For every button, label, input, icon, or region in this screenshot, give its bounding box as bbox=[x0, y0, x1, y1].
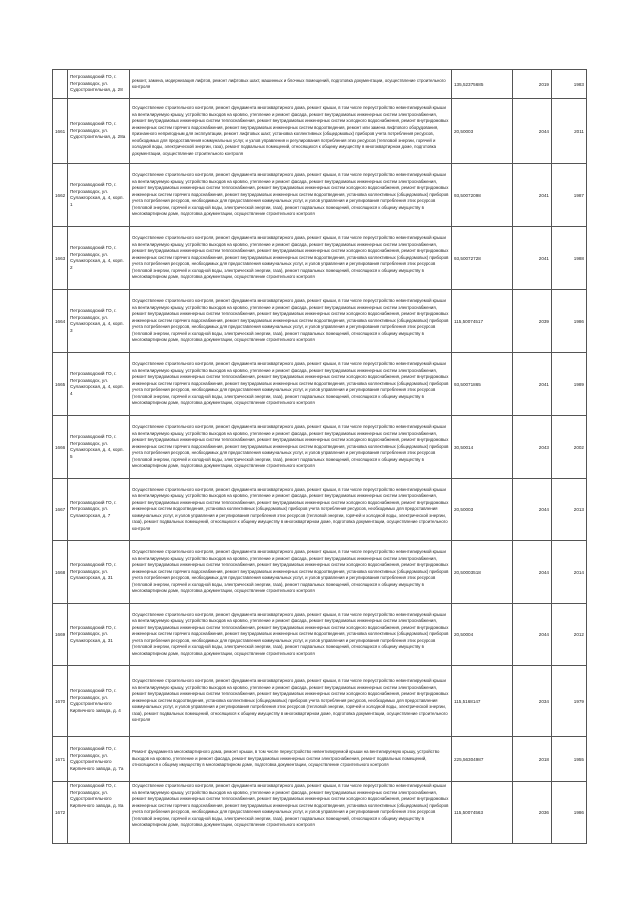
row-number: 1663 bbox=[53, 227, 68, 290]
works-cell: Ремонт фундамента многоквартирного дома, ремонт крыши, в том числе переустройство невентилируемой крыши на вентилируемую крышу, устройство выходов на кровлю, утепление и ремонт фасада, ремонт внутридомовых инженерных систем электроснабжения, ремонт подвальных помещений, относящихся к общему имуществу в многоквартирном доме, подготовка документации, осуществление строительного контроля bbox=[130, 737, 452, 782]
built-year-cell: 2012 bbox=[552, 604, 587, 666]
cost-cell: 115,50074517 bbox=[452, 290, 513, 353]
table-row bbox=[53, 416, 587, 479]
table-row bbox=[53, 164, 587, 227]
table-row bbox=[53, 737, 587, 782]
built-year-cell: 1989 bbox=[552, 353, 587, 416]
planned-year-cell: 2044 bbox=[513, 479, 552, 541]
cost-cell: 135,52375685 bbox=[452, 70, 513, 99]
works-cell: Осуществление строительного контроля, ремонт фундамента многоквартирного дома, ремонт крыши, в том числе переустройство невентилируемой крыши на вентилируемую крышу, устройство выходов на кровлю, утепление и ремонт фасада, ремонт внутридомовых инженерных систем электроснабжения, ремонт внутридомовых инженерных систем теплоснабжения, ремонт внутридомовых инженерных систем холодного водоснабжения, ремонт внутридомовых инженерных систем горячего водоснабжения, ремонт внутридомовых инженерных систем водоотведения, установка коллективных (общедомовых) приборов учета потребления ресурсов, необходимых для предоставления коммунальных услуг, и узлов управления и регулирования потребления этих ресурсов (тепловой энергии, горячей и холодной воды, электрической энергии, газа), ремонт подвальных помещений, относящихся к общему имуществу в многоквартирном доме, подготовка документации, осуществление строительного контроля bbox=[130, 227, 452, 290]
cost-cell: 115,50074563 bbox=[452, 782, 513, 844]
planned-year-cell: 2041 bbox=[513, 164, 552, 227]
row-number: 1672 bbox=[53, 782, 68, 844]
cost-cell: 93,50072728 bbox=[452, 227, 513, 290]
planned-year-cell: 2044 bbox=[513, 99, 552, 164]
table-row bbox=[53, 353, 587, 416]
planned-year-cell: 2044 bbox=[513, 604, 552, 666]
built-year-cell: 1955 bbox=[552, 737, 587, 782]
row-number: 1671 bbox=[53, 737, 68, 782]
capital-repair-table bbox=[52, 69, 587, 844]
cost-cell: 30,50014 bbox=[452, 416, 513, 479]
table-row bbox=[53, 290, 587, 353]
built-year-cell: 2011 bbox=[552, 99, 587, 164]
cost-cell: 20,50003518 bbox=[452, 541, 513, 604]
built-year-cell: 2014 bbox=[552, 541, 587, 604]
built-year-cell: 2002 bbox=[552, 416, 587, 479]
row-number: 1661 bbox=[53, 99, 68, 164]
cost-cell: 115,5168147 bbox=[452, 666, 513, 737]
address-cell: Петрозаводский ГО, г. Петрозаводск, ул. Сулажгорская, д. 4, корп. 2 bbox=[68, 227, 130, 290]
table-row bbox=[53, 541, 587, 604]
works-cell: Осуществление строительного контроля, ремонт фундамента многоквартирного дома, ремонт крыши, в том числе переустройство невентилируемой крыши на вентилируемую крышу, устройство выходов на кровлю, утепление и ремонт фасада, ремонт внутридомовых инженерных систем электроснабжения, ремонт внутридомовых инженерных систем теплоснабжения, ремонт внутридомовых инженерных систем холодного водоснабжения, ремонт внутридомовых инженерных систем водоотведения, установка коллективных (общедомовых) приборов учета потребления ресурсов, необходимых для предоставления коммунальных услуг, и узлов управления и регулирования потребления этих ресурсов (тепловой энергии, горячей и холодной воды, электрической энергии, газа), ремонт подвальных помещений, относящихся к общему имуществу в многоквартирном доме, подготовка документации, осуществление строительного контроля bbox=[130, 666, 452, 737]
address-cell: Петрозаводский ГО, г. Петрозаводск, ул. Сулажгорская, д. 31 bbox=[68, 541, 130, 604]
cost-cell: 93,50072098 bbox=[452, 164, 513, 227]
works-cell: Осуществление строительного контроля, ремонт фундамента многоквартирного дома, ремонт крыши, в том числе переустройство невентилируемой крыши на вентилируемую крышу, устройство выходов на кровлю, утепление и ремонт фасада, ремонт внутридомовых инженерных систем электроснабжения, ремонт внутридомовых инженерных систем теплоснабжения, ремонт внутридомовых инженерных систем холодного водоснабжения, ремонт внутридомовых инженерных систем горячего водоснабжения, ремонт внутридомовых инженерных систем водоотведения, установка коллективных (общедомовых) приборов учета потребления ресурсов, необходимых для предоставления коммунальных услуг, и узлов управления и регулирования потребления этих ресурсов (тепловой энергии, горячей и холодной воды, электрической энергии, газа), ремонт подвальных помещений, относящихся к общему имуществу в многоквартирном доме, подготовка документации, осуществление строительного контроля bbox=[130, 541, 452, 604]
row-number: 1670 bbox=[53, 666, 68, 737]
cost-cell: 225,56304987 bbox=[452, 737, 513, 782]
cost-cell: 20,50004 bbox=[452, 604, 513, 666]
row-number: 1669 bbox=[53, 604, 68, 666]
works-cell: Осуществление строительного контроля, ремонт фундамента многоквартирного дома, ремонт крыши, в том числе переустройство невентилируемой крыши на вентилируемую крышу, устройство выходов на кровлю, утепление и ремонт фасада, ремонт внутридомовых инженерных систем электроснабжения, ремонт внутридомовых инженерных систем теплоснабжения, ремонт внутридомовых инженерных систем холодного водоснабжения, ремонт внутридомовых инженерных систем водоотведения, установка коллективных (общедомовых) приборов учета потребления ресурсов, необходимых для предоставления коммунальных услуг, и узлов управления и регулирования потребления этих ресурсов (тепловой энергии, горячей и холодной воды, электрической энергии, газа), ремонт подвальных помещений, относящихся к общему имуществу в многоквартирном доме, подготовка документации, осуществление строительного контроля bbox=[130, 479, 452, 541]
planned-year-cell: 2043 bbox=[513, 416, 552, 479]
built-year-cell: 1988 bbox=[552, 227, 587, 290]
built-year-cell: 1979 bbox=[552, 666, 587, 737]
table-row bbox=[53, 479, 587, 541]
built-year-cell: 1983 bbox=[552, 70, 587, 99]
table-row bbox=[53, 99, 587, 164]
planned-year-cell: 2034 bbox=[513, 666, 552, 737]
works-cell: Осуществление строительного контроля, ремонт фундамента многоквартирного дома, ремонт крыши, в том числе переустройство невентилируемой крыши на вентилируемую крышу, устройство выходов на кровлю, утепление и ремонт фасада, ремонт внутридомовых инженерных систем электроснабжения, ремонт внутридомовых инженерных систем теплоснабжения, ремонт внутридомовых инженерных систем холодного водоснабжения, ремонт внутридомовых инженерных систем горячего водоснабжения, ремонт внутридомовых инженерных систем водоотведения, установка коллективных (общедомовых) приборов учета потребления ресурсов, необходимых для предоставления коммунальных услуг, и узлов управления и регулирования потребления этих ресурсов (тепловой энергии, горячей и холодной воды, электрической энергии, газа), ремонт подвальных помещений, относящихся к общему имуществу в многоквартирном доме, подготовка документации, осуществление строительного контроля bbox=[130, 290, 452, 353]
table-row bbox=[53, 782, 587, 844]
table-row bbox=[53, 70, 587, 99]
planned-year-cell: 2041 bbox=[513, 353, 552, 416]
cost-cell: 93,50071865 bbox=[452, 353, 513, 416]
planned-year-cell: 2041 bbox=[513, 227, 552, 290]
works-cell: Осуществление строительного контроля, ремонт фундамента многоквартирного дома, ремонт крыши, в том числе переустройство невентилируемой крыши на вентилируемую крышу, устройство выходов на кровлю, утепление и ремонт фасада, ремонт внутридомовых инженерных систем электроснабжения, ремонт внутридомовых инженерных систем теплоснабжения, ремонт внутридомовых инженерных систем холодного водоснабжения, ремонт внутридомовых инженерных систем горячего водоснабжения, ремонт внутридомовых инженерных систем водоотведения, ремонт или замена лифтового оборудования, признанного непригодным для эксплуатации, ремонт лифтовых шахт, установка коллективных (общедомовых) приборов учета потребления ресурсов, необходимых для предоставления коммунальных услуг, и узлов управления и регулирования потребления этих ресурсов (тепловой энергии, горячей и холодной воды, электрической энергии, газа), ремонт подвальных помещений, относящихся к общему имуществу в многоквартирном доме, подготовка документации, осуществление строительного контроля bbox=[130, 99, 452, 164]
built-year-cell: 1987 bbox=[552, 164, 587, 227]
address-cell: Петрозаводский ГО, г. Петрозаводск, ул. Сулажгорская, д. 4, корп. 4 bbox=[68, 353, 130, 416]
address-cell: Петрозаводский ГО, г. Петрозаводск, ул. Сулажгорская, д. 7 bbox=[68, 479, 130, 541]
works-cell: Осуществление строительного контроля, ремонт фундамента многоквартирного дома, ремонт крыши, в том числе переустройство невентилируемой крыши на вентилируемую крышу, устройство выходов на кровлю, утепление и ремонт фасада, ремонт внутридомовых инженерных систем электроснабжения, ремонт внутридомовых инженерных систем теплоснабжения, ремонт внутридомовых инженерных систем холодного водоснабжения, ремонт внутридомовых инженерных систем горячего водоснабжения, ремонт внутридомовых инженерных систем водоотведения, установка коллективных (общедомовых) приборов учета потребления ресурсов, необходимых для предоставления коммунальных услуг, и узлов управления и регулирования потребления этих ресурсов (тепловой энергии, горячей и холодной воды, электрической энергии, газа), ремонт подвальных помещений, относящихся к общему имуществу в многоквартирном доме, подготовка документации, осуществление строительного контроля bbox=[130, 604, 452, 666]
address-cell: Петрозаводский ГО, г. Петрозаводск, ул. Судостроительного Кирпичного завода, д. 7а bbox=[68, 737, 130, 782]
row-number: 1662 bbox=[53, 164, 68, 227]
cost-cell: 20,50003 bbox=[452, 99, 513, 164]
built-year-cell: 2013 bbox=[552, 479, 587, 541]
planned-year-cell: 2018 bbox=[513, 737, 552, 782]
address-cell: Петрозаводский ГО, г. Петрозаводск, ул. Сулажгорская, д. 4, корп. 5 bbox=[68, 416, 130, 479]
table-row bbox=[53, 227, 587, 290]
works-cell: Осуществление строительного контроля, ремонт фундамента многоквартирного дома, ремонт крыши, в том числе переустройство невентилируемой крыши на вентилируемую крышу, устройство выходов на кровлю, утепление и ремонт фасада, ремонт внутридомовых инженерных систем электроснабжения, ремонт внутридомовых инженерных систем теплоснабжения, ремонт внутридомовых инженерных систем холодного водоснабжения, ремонт внутридомовых инженерных систем горячего водоснабжения, ремонт внутридомовых инженерных систем водоотведения, установка коллективных (общедомовых) приборов учета потребления ресурсов, необходимых для предоставления коммунальных услуг, и узлов управления и регулирования потребления этих ресурсов (тепловой энергии, горячей и холодной воды, электрической энергии, газа), ремонт подвальных помещений, относящихся к общему имуществу в многоквартирном доме, подготовка документации, осуществление строительного контроля bbox=[130, 782, 452, 844]
planned-year-cell: 2019 bbox=[513, 70, 552, 99]
address-cell: Петрозаводский ГО, г. Петрозаводск, ул. Сулажгорская, д. 4, корп. 3 bbox=[68, 290, 130, 353]
row-number: 1668 bbox=[53, 541, 68, 604]
row-number: 1665 bbox=[53, 353, 68, 416]
address-cell: Петрозаводский ГО, г. Петрозаводск, ул. Судостроительная, д. 28 bbox=[68, 70, 130, 99]
table-row bbox=[53, 604, 587, 666]
built-year-cell: 1986 bbox=[552, 290, 587, 353]
planned-year-cell: 2039 bbox=[513, 290, 552, 353]
cost-cell: 20,50003 bbox=[452, 479, 513, 541]
row-number bbox=[53, 70, 68, 99]
works-cell: ремонт, замена, модернизация лифтов, ремонт лифтовых шахт, машинных и блочных помещений, подготовка документации, осуществление строительного контроля bbox=[130, 70, 452, 99]
address-cell: Петрозаводский ГО, г. Петрозаводск, ул. Сулажгорская, д. 4, корп. 1 bbox=[68, 164, 130, 227]
planned-year-cell: 2044 bbox=[513, 541, 552, 604]
address-cell: Петрозаводский ГО, г. Петрозаводск, ул. Сулажгорская, д. 31 bbox=[68, 604, 130, 666]
works-cell: Осуществление строительного контроля, ремонт фундамента многоквартирного дома, ремонт крыши, в том числе переустройство невентилируемой крыши на вентилируемую крышу, устройство выходов на кровлю, утепление и ремонт фасада, ремонт внутридомовых инженерных систем электроснабжения, ремонт внутридомовых инженерных систем теплоснабжения, ремонт внутридомовых инженерных систем холодного водоснабжения, ремонт внутридомовых инженерных систем горячего водоснабжения, ремонт внутридомовых инженерных систем водоотведения, установка коллективных (общедомовых) приборов учета потребления ресурсов, необходимых для предоставления коммунальных услуг, и узлов управления и регулирования потребления этих ресурсов (тепловой энергии, горячей и холодной воды, электрической энергии, газа), ремонт подвальных помещений, относящихся к общему имуществу в многоквартирном доме, подготовка документации, осуществление строительного контроля bbox=[130, 416, 452, 479]
works-cell: Осуществление строительного контроля, ремонт фундамента многоквартирного дома, ремонт крыши, в том числе переустройство невентилируемой крыши на вентилируемую крышу, устройство выходов на кровлю, утепление и ремонт фасада, ремонт внутридомовых инженерных систем электроснабжения, ремонт внутридомовых инженерных систем теплоснабжения, ремонт внутридомовых инженерных систем холодного водоснабжения, ремонт внутридомовых инженерных систем горячего водоснабжения, ремонт внутридомовых инженерных систем водоотведения, установка коллективных (общедомовых) приборов учета потребления ресурсов, необходимых для предоставления коммунальных услуг, и узлов управления и регулирования потребления этих ресурсов (тепловой энергии, горячей и холодной воды, электрической энергии, газа), ремонт подвальных помещений, относящихся к общему имуществу в многоквартирном доме, подготовка документации, осуществление строительного контроля bbox=[130, 164, 452, 227]
works-cell: Осуществление строительного контроля, ремонт фундамента многоквартирного дома, ремонт крыши, в том числе переустройство невентилируемой крыши на вентилируемую крышу, устройство выходов на кровлю, утепление и ремонт фасада, ремонт внутридомовых инженерных систем электроснабжения, ремонт внутридомовых инженерных систем теплоснабжения, ремонт внутридомовых инженерных систем холодного водоснабжения, ремонт внутридомовых инженерных систем горячего водоснабжения, ремонт внутридомовых инженерных систем водоотведения, установка коллективных (общедомовых) приборов учета потребления ресурсов, необходимых для предоставления коммунальных услуг, и узлов управления и регулирования потребления этих ресурсов (тепловой энергии, горячей и холодной воды, электрической энергии, газа), ремонт подвальных помещений, относящихся к общему имуществу в многоквартирном доме, подготовка документации, осуществление строительного контроля bbox=[130, 353, 452, 416]
address-cell: Петрозаводский ГО, г. Петрозаводск, ул. Судостроительного Кирпичного завода, д. 8а bbox=[68, 782, 130, 844]
planned-year-cell: 2036 bbox=[513, 782, 552, 844]
address-cell: Петрозаводский ГО, г. Петрозаводск, ул. Судостроительного Кирпичного завода, д. 4 bbox=[68, 666, 130, 737]
row-number: 1667 bbox=[53, 479, 68, 541]
address-cell: Петрозаводский ГО, г. Петрозаводск, ул. Судостроительная, д. 28а bbox=[68, 99, 130, 164]
table-row bbox=[53, 666, 587, 737]
built-year-cell: 1986 bbox=[552, 782, 587, 844]
row-number: 1666 bbox=[53, 416, 68, 479]
row-number: 1664 bbox=[53, 290, 68, 353]
